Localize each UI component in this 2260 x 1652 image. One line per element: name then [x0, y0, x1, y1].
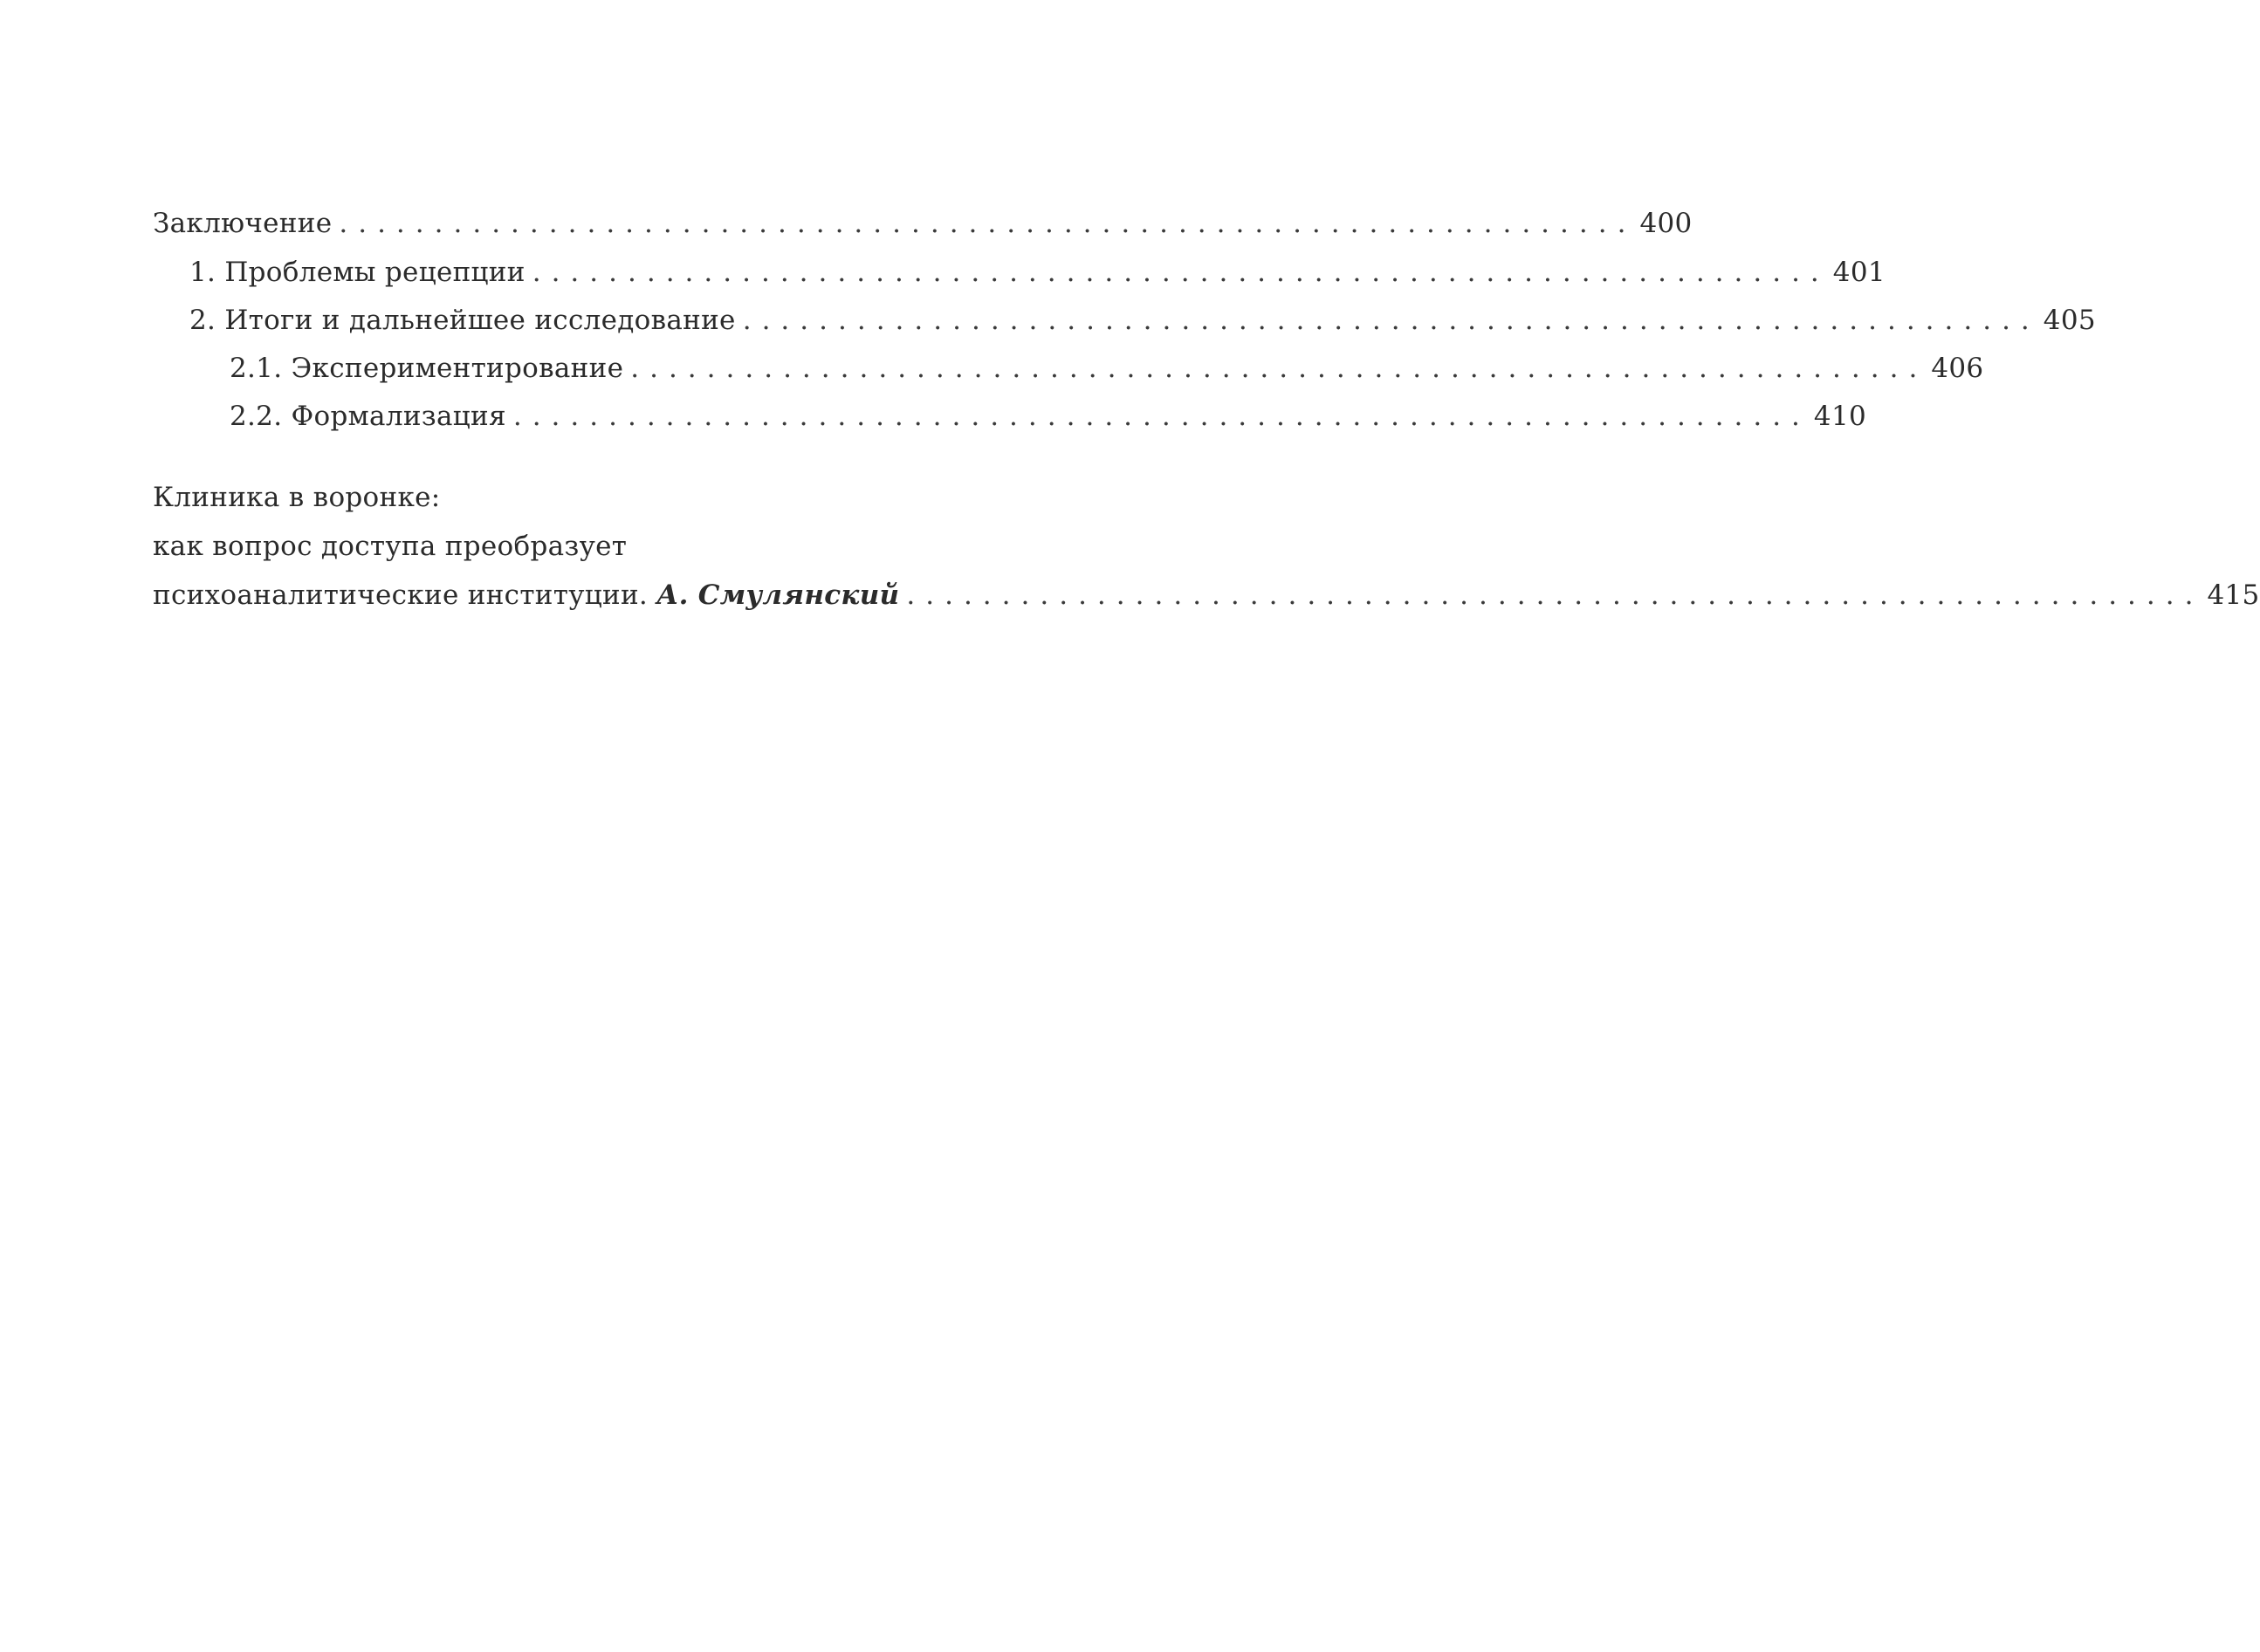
- toc-entry-page: 410: [1813, 401, 1866, 432]
- toc-entry-page: 401: [1832, 257, 1886, 288]
- toc-entry: [153, 208, 1693, 243]
- article-title-last-line: [153, 579, 2260, 611]
- toc-entry-title: 2.1. Экспериментирование: [230, 353, 624, 384]
- article-title-line: Клиника в воронке:: [153, 482, 441, 513]
- toc-entry-page: 405: [2043, 305, 2096, 336]
- toc-entry-title: Заключение: [153, 208, 333, 239]
- dot-leader: ....................................................................: [512, 401, 1810, 432]
- toc-entry-title: 2.2. Формализация: [230, 401, 506, 432]
- dot-leader: ....................................................................: [339, 208, 1637, 239]
- dot-leader: ....................................................................: [630, 353, 1928, 384]
- toc-entry-title: 1. Проблемы рецепции: [189, 257, 526, 288]
- toc-entry: [153, 401, 1866, 435]
- dot-leader: ....................................................................: [906, 579, 2204, 611]
- toc-entry-page: 415: [2207, 579, 2260, 611]
- toc-entry: [153, 257, 1886, 291]
- article-author: А. Смулянский: [656, 579, 900, 611]
- toc-entry: [153, 353, 1984, 387]
- toc-entry-page: 406: [1931, 353, 1984, 384]
- toc-entry-page: 400: [1639, 208, 1693, 239]
- dot-leader: ....................................................................: [532, 257, 1830, 288]
- dot-leader: ....................................................................: [742, 305, 2040, 336]
- article-title-line: психоаналитические институции.: [153, 579, 649, 611]
- toc-entry-title: 2. Итоги и дальнейшее исследование: [189, 305, 736, 336]
- article-title-line: как вопрос доступа преобразует: [153, 531, 628, 562]
- toc-entry: [153, 305, 2096, 339]
